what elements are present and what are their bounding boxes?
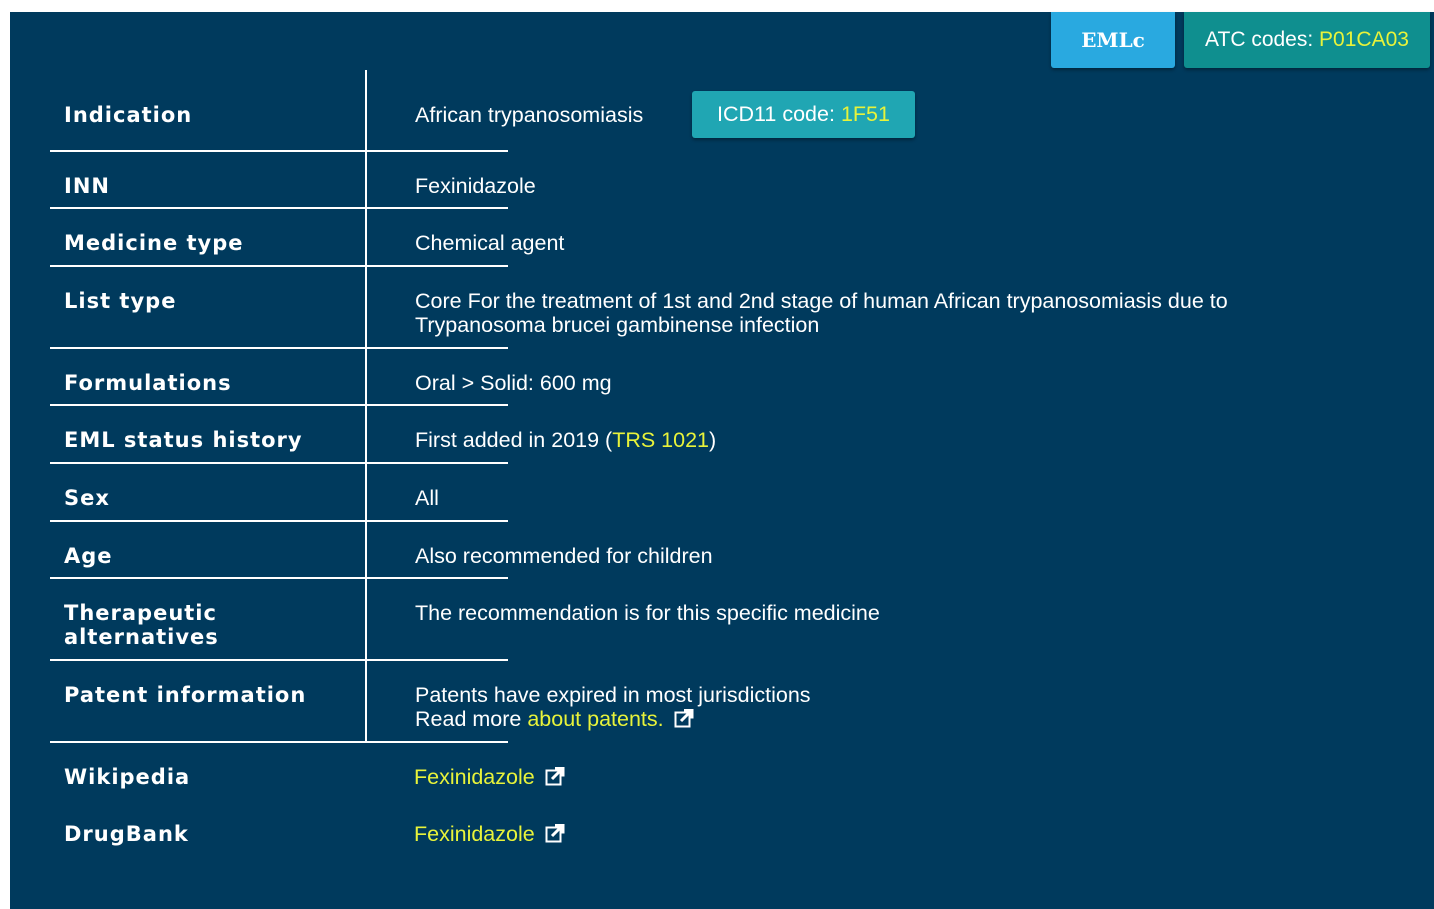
patent-line-2	[415, 707, 811, 731]
icd11-code-label: ICD11 code:	[717, 102, 835, 126]
about-patents-link[interactable]: about patents.	[527, 707, 664, 731]
emlc-tag[interactable]	[1051, 12, 1175, 68]
drugbank-label: DrugBank	[64, 822, 189, 846]
atc-code-link[interactable]: P01CA03	[1319, 28, 1409, 51]
external-link-icon[interactable]	[545, 823, 565, 843]
atc-codes-label: ATC codes:	[1205, 28, 1314, 51]
indication-value: African trypanosomiasis	[415, 103, 644, 127]
list-type-value	[415, 289, 1228, 337]
therapeutic-label-line-2: alternatives	[64, 625, 219, 649]
therapeutic-alternatives-label	[64, 601, 219, 649]
medicine-info-panel	[10, 12, 1434, 909]
eml-status-label: EML status history	[64, 428, 303, 452]
external-link-icon[interactable]	[545, 766, 565, 786]
sex-label: Sex	[64, 486, 110, 510]
row-divider	[50, 741, 508, 743]
wikipedia-label: Wikipedia	[64, 765, 191, 789]
age-value: Also recommended for children	[415, 544, 713, 568]
list-type-line-1: Core For the treatment of 1st and 2nd stage of human African trypanosomiasis due to	[415, 289, 1228, 313]
patent-information-value	[415, 683, 811, 731]
list-type-label: List type	[64, 289, 177, 313]
eml-status-suffix: )	[709, 428, 717, 452]
medicine-type-value: Chemical agent	[415, 231, 565, 255]
row-divider	[50, 520, 508, 522]
patent-information-label: Patent information	[64, 683, 307, 707]
row-divider	[50, 404, 508, 406]
read-more-text: Read more	[415, 707, 522, 731]
list-type-line-2: Trypanosoma brucei gambinense infection	[415, 313, 820, 337]
inn-label: INN	[64, 174, 110, 198]
drugbank-link[interactable]: Fexinidazole	[414, 822, 535, 846]
medicine-type-label: Medicine type	[64, 231, 244, 255]
eml-status-prefix: First added in 2019 (	[415, 428, 613, 452]
row-divider	[50, 577, 508, 579]
sex-value: All	[415, 486, 439, 510]
trs-link[interactable]: TRS 1021	[612, 428, 710, 452]
row-divider	[50, 347, 508, 349]
icd11-code-link[interactable]: 1F51	[840, 102, 890, 126]
row-divider	[50, 659, 508, 661]
patent-line-1: Patents have expired in most jurisdictions	[415, 683, 811, 707]
formulations-value: Oral > Solid: 600 mg	[415, 371, 612, 395]
formulations-label: Formulations	[64, 371, 232, 395]
emlc-tag-label: EMLc	[1081, 28, 1145, 52]
row-divider	[50, 207, 508, 209]
row-divider	[50, 462, 508, 464]
row-divider	[50, 150, 508, 152]
row-divider	[50, 265, 508, 267]
wikipedia-link[interactable]: Fexinidazole	[414, 765, 535, 789]
external-link-icon[interactable]	[674, 708, 694, 728]
therapeutic-alternatives-value: The recommendation is for this specific medicine	[415, 601, 880, 625]
wikipedia-value	[414, 765, 565, 789]
age-label: Age	[64, 544, 113, 568]
icd11-code-badge	[692, 91, 915, 138]
eml-status-value	[415, 428, 716, 452]
therapeutic-label-line-1: Therapeutic	[64, 601, 217, 625]
indication-label: Indication	[64, 103, 193, 127]
atc-codes-tag	[1184, 12, 1430, 68]
drugbank-value	[414, 822, 565, 846]
inn-value: Fexinidazole	[415, 174, 536, 198]
